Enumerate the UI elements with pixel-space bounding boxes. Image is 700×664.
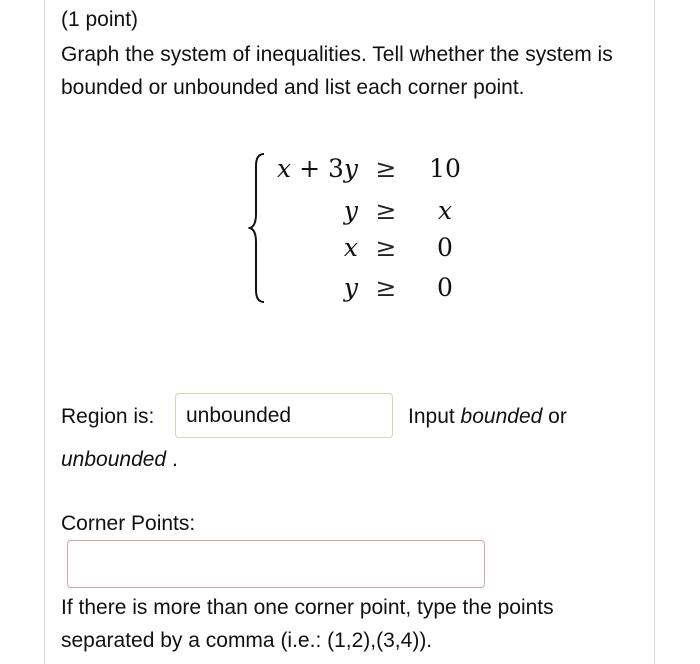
region-hint-or: or <box>542 405 567 428</box>
region-hint-prefix: Input <box>408 405 461 428</box>
row-3-relation: ≥ <box>375 233 397 262</box>
row-3-lhs: x <box>343 233 358 262</box>
card-left-border <box>44 0 45 664</box>
row-4-lhs: y <box>343 273 358 302</box>
corner-points-input[interactable] <box>67 540 485 588</box>
inequality-system <box>248 152 478 304</box>
row-4-rhs: 0 <box>437 273 453 302</box>
point-value: (1 point) <box>61 8 139 31</box>
row-2-lhs: y <box>343 196 358 225</box>
row-2-relation: ≥ <box>375 196 397 225</box>
row-1-relation: ≥ <box>375 154 397 183</box>
row-1-rhs: 10 <box>429 154 461 183</box>
region-hint-suffix: . <box>166 448 178 471</box>
row-4-relation: ≥ <box>375 273 397 302</box>
region-hint <box>408 405 567 429</box>
region-label: Region is: <box>61 405 155 428</box>
corner-points-label: Corner Points: <box>61 512 196 535</box>
row-3-rhs: 0 <box>437 233 453 262</box>
card-right-border <box>654 0 655 664</box>
region-input[interactable] <box>175 393 393 438</box>
region-hint-unbounded: unbounded <box>61 448 167 471</box>
corner-points-hint: If there is more than one corner point, type the points separated by a comma (i.e.: (1,2),(3,4)). <box>61 596 554 652</box>
row-2-rhs: x <box>437 196 453 225</box>
region-hint-bounded: bounded <box>460 405 543 428</box>
region-hint-continued <box>61 448 178 472</box>
question-text: Graph the system of inequalities. Tell whether the system is bounded or unbounded and list each corner point. <box>61 43 613 99</box>
row-1-lhs: x + 3y <box>277 154 358 183</box>
